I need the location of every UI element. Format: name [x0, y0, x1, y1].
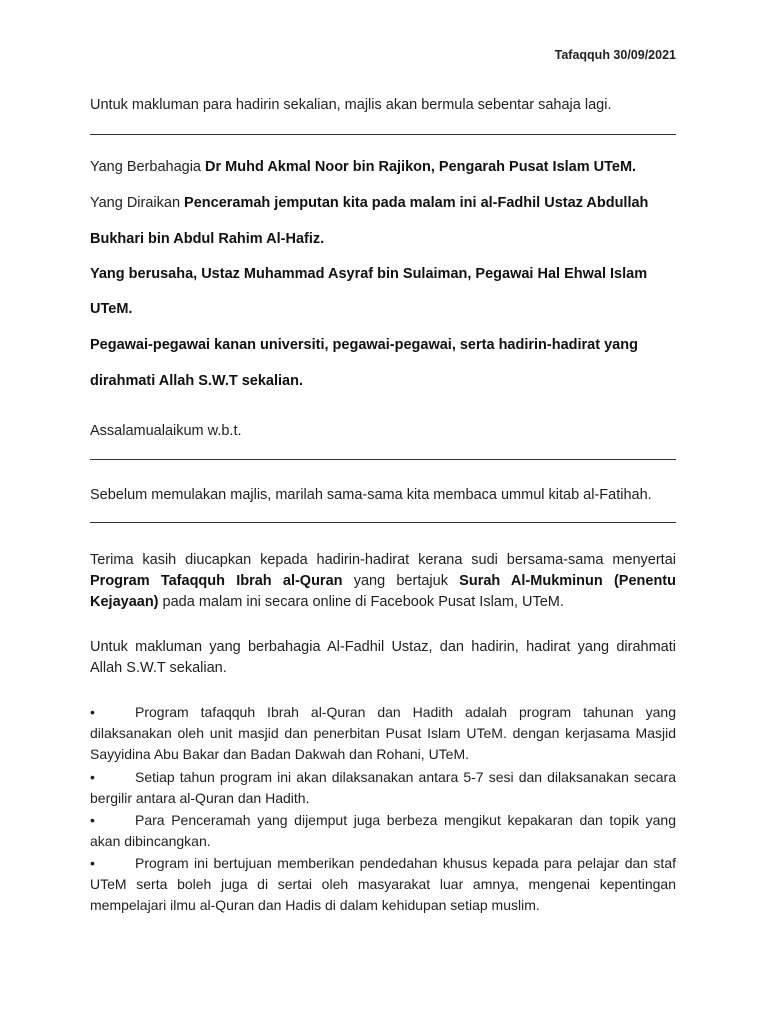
address-line-1	[90, 157, 680, 177]
thanks-text: pada malam ini secara online di Facebook Pusat Islam, UTeM.	[158, 594, 564, 610]
bullet-text: Program ini bertujuan memberikan pendedahan khusus kepada para pelajar dan staf UTeM serta boleh juga di sertai oleh masyarakat luar amnya, mengenai kepentingan mempelajari ilmu al-Quran dan Hadis di dalam kehidupan setiap muslim.	[90, 855, 676, 913]
address-line-2	[90, 193, 680, 213]
address-name: Dr Muhd Akmal Noor bin Rajikon, Pengarah Pusat Islam UTeM.	[205, 159, 637, 175]
thanks-paragraph	[90, 550, 676, 613]
bullet-text: Program tafaqquh Ibrah al-Quran dan Hadith adalah program tahunan yang dilaksanakan oleh unit masjid dan penerbitan Pusat Islam UTeM. dengan kerjasama Masjid Sayyidina Abu Bakar dan Badan Dakwah dan Rohani, UTeM.	[90, 704, 676, 762]
intro-line: Untuk makluman para hadirin sekalian, majlis akan bermula sebentar sahaja lagi.	[90, 97, 612, 113]
thanks-text: yang bertajuk	[342, 573, 460, 589]
divider-rule	[90, 134, 676, 135]
bullet-text: Setiap tahun program ini akan dilaksanakan antara 5-7 sesi dan dilaksanakan secara bergilir antara al-Quran dan Hadith.	[90, 769, 676, 806]
bullet-text: Para Penceramah yang dijemput juga berbeza mengikut kepakaran dan topik yang akan dibincangkan.	[90, 812, 676, 849]
bullet-item	[90, 767, 676, 809]
program-title: Surah Al-Mukminun (Penentu Kejayaan)	[90, 573, 676, 610]
address-line-5: UTeM.	[90, 301, 133, 317]
address-line-7: dirahmati Allah S.W.T sekalian.	[90, 373, 303, 389]
address-name: Penceramah jemputan kita pada malam ini al-Fadhil Ustaz Abdullah	[184, 195, 649, 211]
address-line-3: Bukhari bin Abdul Rahim Al-Hafiz.	[90, 231, 325, 247]
salam-line: Assalamualaikum w.b.t.	[90, 423, 242, 439]
bullet-item	[90, 853, 676, 916]
bullet-icon: •	[90, 704, 95, 720]
fatihah-line: Sebelum memulakan majlis, marilah sama-sama kita membaca ummul kitab al-Fatihah.	[90, 487, 652, 503]
bullet-icon: •	[90, 769, 95, 785]
program-name: Program Tafaqquh Ibrah al-Quran	[90, 573, 343, 589]
address-prefix: Yang Berbahagia	[90, 159, 206, 175]
divider-rule	[90, 459, 676, 460]
bullet-item	[90, 810, 676, 852]
notice-paragraph: Untuk makluman yang berbahagia Al-Fadhil Ustaz, dan hadirin, hadirat yang dirahmati Allah S.W.T sekalian.	[90, 639, 676, 676]
bullet-icon: •	[90, 812, 95, 828]
thanks-text: Terima kasih diucapkan kepada hadirin-hadirat kerana sudi bersama-sama menyertai	[90, 552, 676, 568]
address-line-4: Yang berusaha, Ustaz Muhammad Asyraf bin Sulaiman, Pegawai Hal Ehwal Islam	[90, 266, 648, 282]
document-header-tag: Tafaqquh 30/09/2021	[554, 48, 676, 62]
address-prefix: Yang Diraikan	[90, 195, 185, 211]
divider-rule	[90, 522, 676, 523]
bullet-icon: •	[90, 855, 95, 871]
bullet-item	[90, 702, 676, 765]
address-line-6: Pegawai-pegawai kanan universiti, pegawai-pegawai, serta hadirin-hadirat yang	[90, 337, 638, 353]
